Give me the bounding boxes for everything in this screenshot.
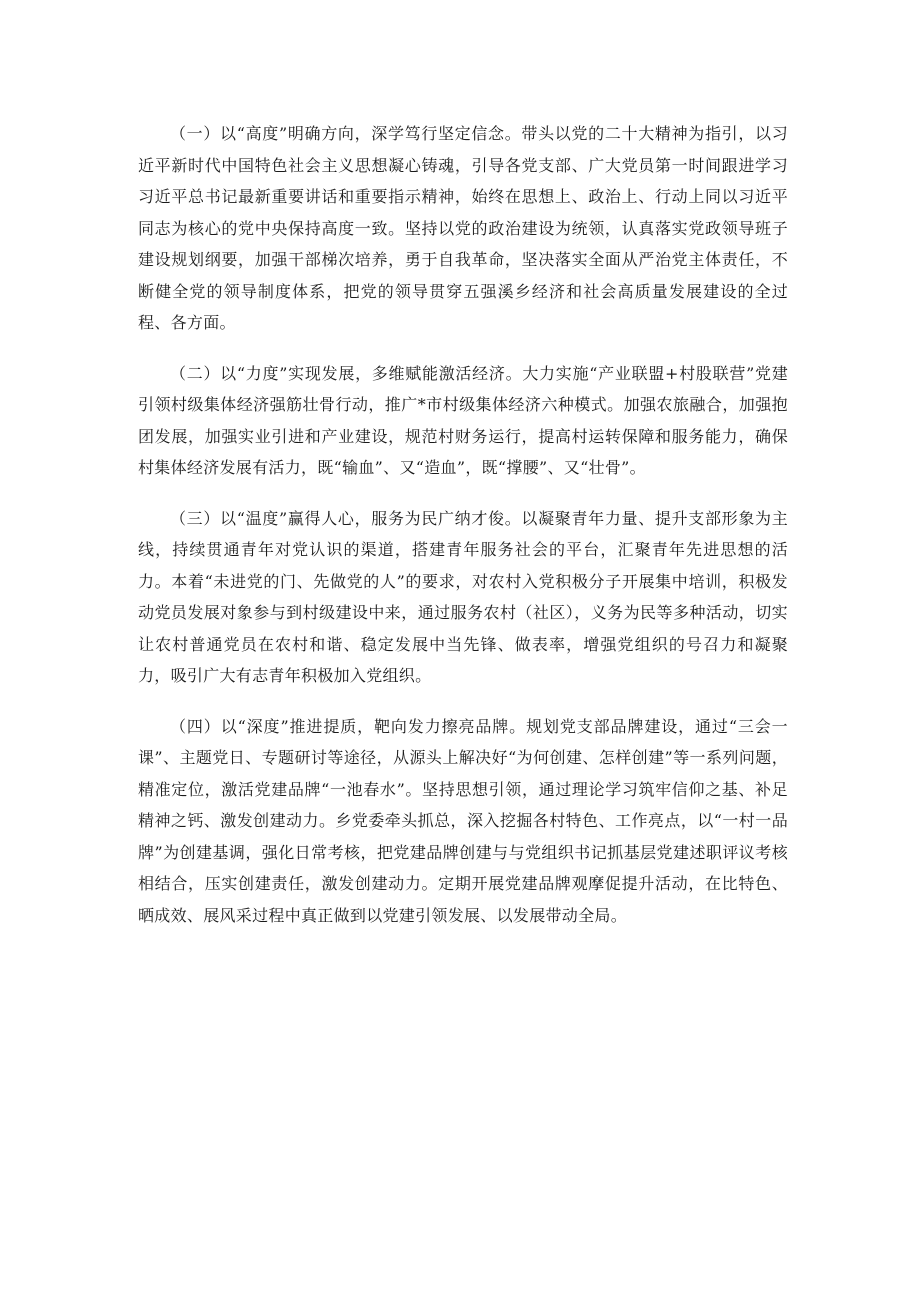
document-body <box>138 118 788 950</box>
paragraph-1: （一）以“高度”明确方向，深学笃行坚定信念。带头以党的二十大精神为指引，以习近平新时代中国特色社会主义思想凝心铸魂，引导各党支部、广大党员第一时间跟进学习习近平总书记最新重要讲话和重要指示精神，始终在思想上、政治上、行动上同以习近平同志为核心的党中央保持高度一致。坚持以党的政治建设为统领，认真落实党政领导班子建设规划纲要，加强干部梯次培养，勇于自我革命，坚决落实全面从严治党主体责任，不断健全党的领导制度体系，把党的领导贯穿五强溪乡经济和社会高质量发展建设的全过程、各方面。 <box>138 124 788 332</box>
paragraph-2: （二）以“力度”实现发展，多维赋能激活经济。大力实施“产业联盟+村股联营”党建引领村级集体经济强筋壮骨行动，推广*市村级集体经济六种模式。加强农旅融合，加强抱团发展，加强实业引进和产业建设，规范村财务运行，提高村运转保障和服务能力，确保村集体经济发展有活力，既“输血”、又“造血”，既“撑腰”、又“壮骨”。 <box>138 363 788 477</box>
paragraph-4: （四）以“深度”推进提质，靶向发力擦亮品牌。规划党支部品牌建设，通过“三会一课”、主题党日、专题研讨等途径，从源头上解决好“为何创建、怎样创建”等一系列问题，精准定位，激活党建品牌“一池春水”。坚持思想引领，通过理论学习筑牢信仰之基、补足精神之钙、激发创建动力。乡党委牵头抓总，深入挖掘各村特色、工作亮点，以“一村一品牌”为创建基调，强化日常考核，把党建品牌创建与与党组织书记抓基层党建述职评议考核相结合，压实创建责任，激发创建动力。定期开展党建品牌观摩促提升活动，在比特色、晒成效、展风采过程中真正做到以党建引领发展、以发展带动全局。 <box>138 716 788 925</box>
paragraph-3: （三）以“温度”赢得人心，服务为民广纳才俊。以凝聚青年力量、提升支部形象为主线，持续贯通青年对党认识的渠道，搭建青年服务社会的平台，汇聚青年先进思想的活力。本着“未进党的门、先做党的人”的要求，对农村入党积极分子开展集中培训，积极发动党员发展对象参与到村级建设中来，通过服务农村（社区），义务为民等多种活动，切实让农村普通党员在农村和谐、稳定发展中当先锋、做表率，增强党组织的号召力和凝聚力，吸引广大有志青年积极加入党组织。 <box>138 508 788 685</box>
